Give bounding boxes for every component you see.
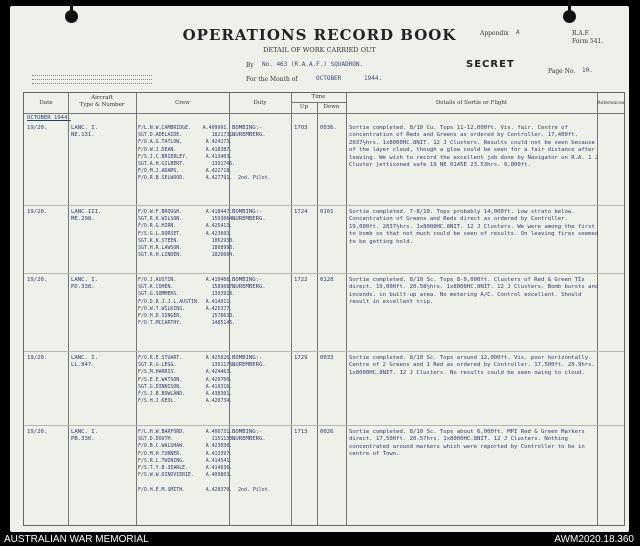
- record-sheet: [10, 6, 629, 532]
- footer-credit: AUSTRALIAN WAR MEMORIAL: [4, 534, 149, 545]
- entry-details: Sortie completed. 8/10 Sc. Tops about 6,000ft. MPI Red & Green Markers direct. 17,500ft. 20.57hrs. 1x8000HC.8NIT. 12 J Clusters. Nothing concentrated around markers which were reported by Controller to be in centre of Town.: [349, 429, 585, 458]
- entry-date: 19/20.: [27, 429, 48, 435]
- entry-aircraft: LANC. I. PB.330.: [71, 429, 98, 443]
- entry-details: Sortie completed. 8/10 Sc. Tops around 12,000ft. Vis. poor horizontally. Centre of 2 Greens and 1 Red as ordered by Controller. 17,500ft. 20.9hrs. 1x8000HC.8NIT. 12 J Clusters. No results could be seen owing to cloud.: [349, 355, 595, 376]
- page-number-label: Page No.: [548, 68, 576, 75]
- secret-stamp: SECRET: [466, 59, 515, 70]
- entry-details: Sortie completed. 8/10 Cu. Tops 11-12,000ft. Vis. fair. Centre of concentration of Reds and Greens as ordered by Controller. 17,400ft. 2037½hrs. 1x8000HC.8NIT. 12 J Clusters. Results could not be seen because of the layer cloud, though a glow could be seen for a fair distance after leaving. We wish to record the excellent job done by Navigator on R.A. 1 J Cluster jettisoned safe 19 NE 0145E 23.53hrs. 9,000ft.: [349, 125, 599, 169]
- entry-duty: BOMBING:- NUREMBERG.: [232, 355, 266, 369]
- entry-crew: F/O.W.F.BROUGH. A.418447. SGT.R.K.WILSON. 1593064. F/O.R.G.HIRN. A.425413. F/S.G.L.DORSET. A.423603. SGT.K.K.STEEN. 1062930. SGT.H.R.LAWSON. 1808990. SGT.R.H.LINDEN. 1826604.: [138, 209, 236, 259]
- col-date: Date: [39, 100, 53, 106]
- page-number-value: 10.: [582, 67, 593, 74]
- col-time: Time: [311, 94, 326, 100]
- operations-table: [23, 92, 625, 526]
- entry-crew: F/O.J.AUSTIN. A.410408. SGT.K.COHEN. 1589087. SGT.G.SOMMERS. 1393910. F/O.D.R.J.J.L.AUSTIN. A.414911. F/O.W.T.WILKINS. A.425377. F/O.H.D.SINGER. 1578633. F/O.T.MCCARTHY. 1485145.: [138, 277, 236, 327]
- binder-hole: [563, 10, 576, 23]
- entry-divider: [24, 205, 624, 206]
- by-label: By: [246, 62, 254, 69]
- col-aircraft: Aircraft Type & Number: [79, 95, 125, 108]
- page-subtitle: DETAIL OF WORK CARRIED OUT: [263, 46, 376, 54]
- year-value: 1944.: [364, 75, 383, 82]
- page-title: OPERATIONS RECORD BOOK: [182, 26, 457, 44]
- col-details: Details of Sortie or Flight: [435, 100, 508, 106]
- entry-time-up: 1724: [294, 209, 308, 215]
- appendix-value: A: [516, 29, 520, 36]
- entry-time-down: 0036.: [320, 125, 337, 131]
- col-time-up: Up: [299, 104, 309, 110]
- entry-time-down: 0101: [320, 209, 334, 215]
- squadron-value: No. 463 (R.A.A.F.) SQUADRON.: [262, 61, 364, 68]
- col-crew: Crew: [175, 100, 190, 106]
- entry-crew: F/L.H.W.BARFORD. A.406731. SGT.D.DOUTH. 1151130. F/O.B.C.WALSHAW. A.423030. F/O.M.H.TURNER. A.413397. F/S.R.L.TWINING. A.414541. F/S.T.Y.B.SEARLE. A.414636. F/S.W.W.DINOVIERIE. A.409803. F/O.H.E.M.SMITH. A.428370. 2nd. Pilot.: [138, 429, 271, 493]
- entry-time-down: 0033: [320, 355, 334, 361]
- month-label: For the Month of: [246, 76, 298, 83]
- entry-duty: BOMBING:- NUREMBERG.: [232, 125, 266, 139]
- entry-aircraft: LANC. I. NE.131.: [71, 125, 98, 139]
- entry-time-up: 1703: [294, 125, 308, 131]
- entry-date: 19/20.: [27, 209, 48, 215]
- form-number: R.A.F. Form 541.: [572, 30, 604, 45]
- month-heading: OCTOBER 1944.: [27, 115, 71, 121]
- entry-date: 19/20.: [27, 125, 48, 131]
- col-references: References: [597, 101, 625, 106]
- entry-time-up: 1729: [294, 355, 308, 361]
- printer-code: [32, 73, 152, 84]
- entry-time-down: 0026: [320, 429, 334, 435]
- col-time-down: Down: [323, 104, 340, 110]
- binder-hole: [65, 10, 78, 23]
- col-duty: Duty: [253, 100, 267, 106]
- entry-time-up: 1722: [294, 277, 308, 283]
- entry-aircraft: LANC.III. ME.298.: [71, 209, 102, 223]
- entry-aircraft: LANC. I. PD.338.: [71, 277, 98, 291]
- entry-divider: [24, 273, 624, 274]
- entry-duty: BOMBING:- NUREMBERG.: [232, 429, 266, 443]
- entry-details: Sortie completed. 8/10 Sc. Tops 8-9,000ft. Clusters of Red & Green TIs direct. 19,000ft. 20.58½hrs. 1x8000HC.8NIT. 12 J Clusters. Bomb bursts and incends. in built-up area. No metering A/C. Control excellent. Should result in excellent trip.: [349, 277, 599, 306]
- appendix-label: Appendix: [480, 30, 509, 37]
- entry-duty: BOMBING:- NUREMBERG.: [232, 277, 266, 291]
- entry-divider: [24, 351, 624, 352]
- entry-details: Sortie completed. 7-8/10. Tops probably 14,000ft. Low strato below. Concentration of Greens and Reds direct as ordered by Controller. 19,000ft. 2037½hrs. 1x8000HC.8NIT. 12 J Clusters. We were among the first to bomb so that not much could be seen of results. On leaving fires seemed to be getting hold.: [349, 209, 599, 245]
- entry-time-up: 1713: [294, 429, 308, 435]
- entry-crew: F/O.R.E.STUART. A.425026. SGT.R.G.LEGG. 1391176. F/S.M.HARRIS. A.424463. F/S.E.E.WATSON. A.429700. SGT.G.DINNISON. A.419316. F/S.J.B.BOWLAND. A.438301. F/S.H.J.KEOL. A.420734.: [138, 355, 236, 405]
- entry-date: 19/20.: [27, 277, 48, 283]
- entry-time-down: 0128: [320, 277, 334, 283]
- entry-duty: BOMBING:- NUREMBERG.: [232, 209, 266, 223]
- month-value: OCTOBER: [316, 75, 342, 82]
- entry-crew: F/L.N.W.CAMBRIDGE. A.409991. SGT.D.ADELAIDE. 1821731. F/O.A.G.TATLOW. A.424173. F/O.W.J.DEAN. A.418387. F/S.J.C.BRIERLEY. A.413403. SGT.A.H.GILBERT. 1391746. F/O.M.J.ADAMS. A.422718. F/O.R.B.SELWOOD. A.427791. 2nd. Pilot.: [138, 125, 271, 182]
- entry-divider: [24, 425, 624, 426]
- footer-accession-number: AWM2020.18.360: [554, 534, 634, 545]
- entry-date: 19/20.: [27, 355, 48, 361]
- entry-aircraft: LANC. I. LL.847.: [71, 355, 98, 369]
